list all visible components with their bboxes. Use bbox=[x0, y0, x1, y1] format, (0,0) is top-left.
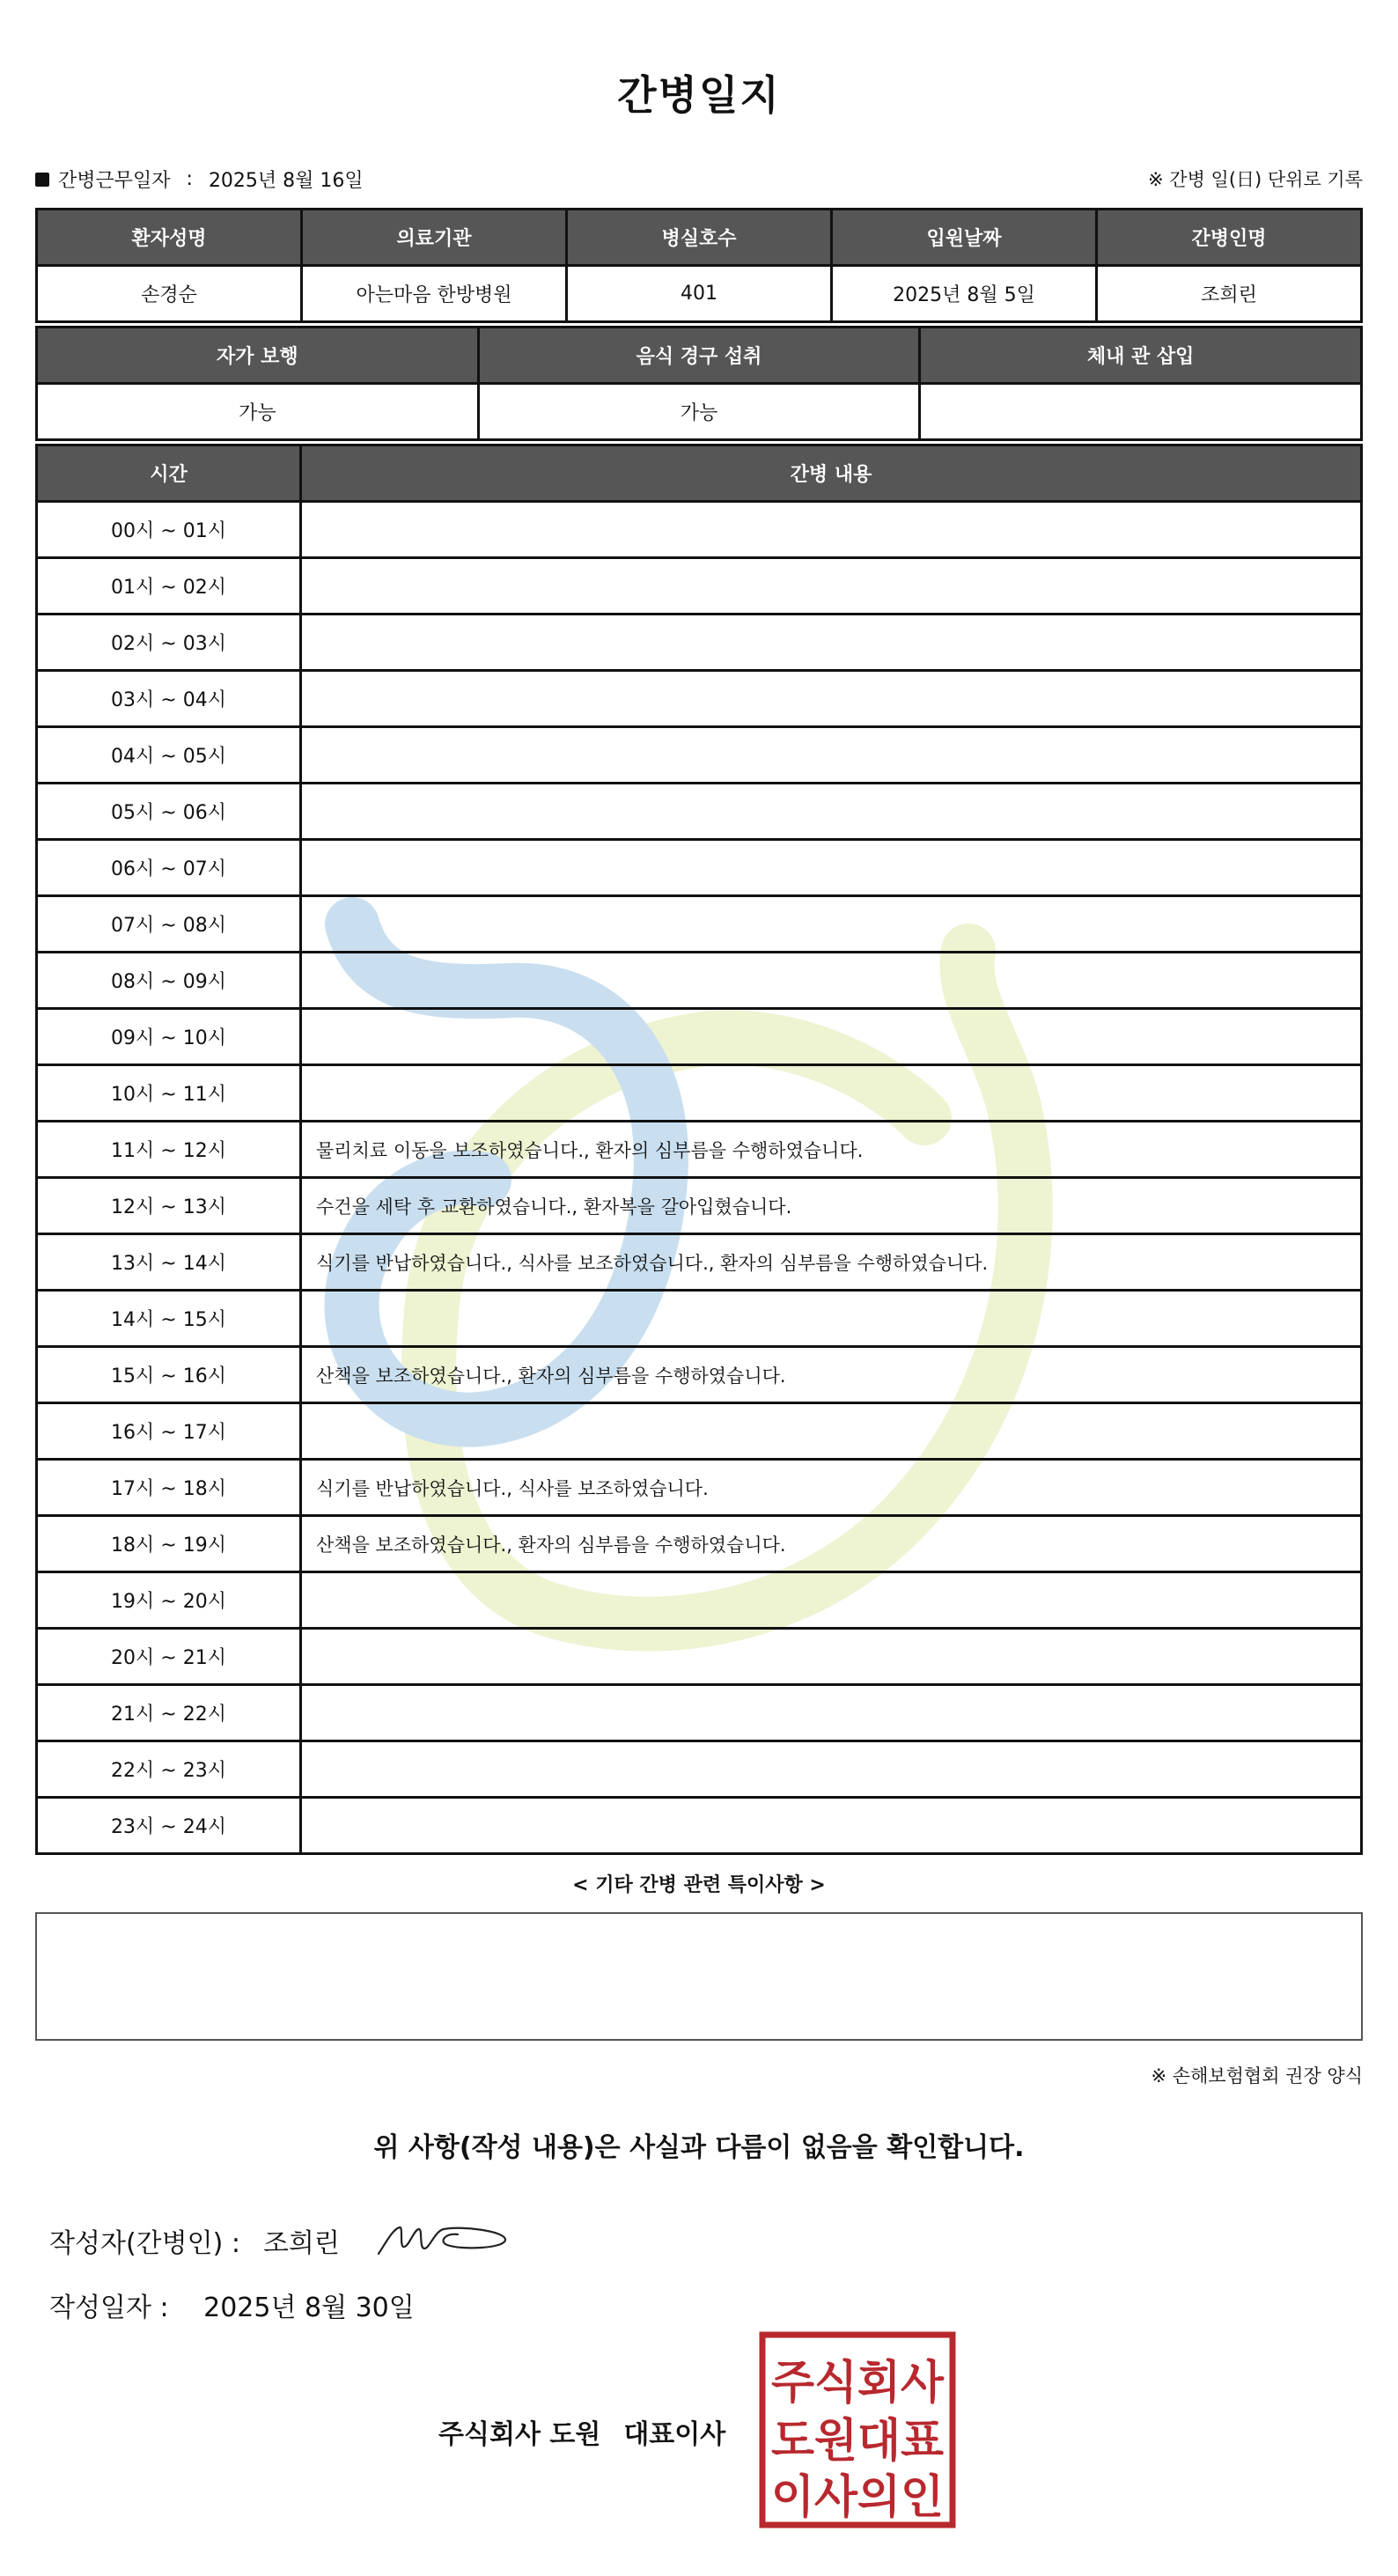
work-date-label: 간병근무일자 bbox=[58, 170, 171, 192]
row-time: 23시 ~ 24시 bbox=[37, 1798, 301, 1854]
table-row bbox=[37, 1629, 1362, 1685]
table-row bbox=[37, 1234, 1362, 1291]
row-time: 12시 ~ 13시 bbox=[37, 1178, 301, 1234]
written-date-line bbox=[49, 2285, 415, 2324]
table-row bbox=[37, 1685, 1362, 1741]
caregiver-name: 조희린 bbox=[1097, 266, 1362, 322]
row-time: 06시 ~ 07시 bbox=[37, 840, 301, 896]
row-time: 11시 ~ 12시 bbox=[37, 1122, 301, 1178]
row-content: 식기를 반납하였습니다., 식사를 보조하였습니다., 환자의 심부름을 수행하였습니다. bbox=[301, 1234, 1362, 1291]
written-date-label: 작성일자 : bbox=[49, 2293, 169, 2323]
company-line bbox=[438, 2412, 725, 2451]
bullet-square-icon bbox=[35, 173, 49, 187]
table-row bbox=[37, 896, 1362, 953]
header-oral-intake: 음식 경구 섭취 bbox=[478, 328, 920, 384]
row-time: 02시 ~ 03시 bbox=[37, 615, 301, 671]
row-content bbox=[301, 1572, 1362, 1629]
recommendation-note: ※ 손해보험협회 권장 양식 bbox=[1151, 2065, 1363, 2087]
row-time: 04시 ~ 05시 bbox=[37, 727, 301, 784]
table-row bbox=[37, 784, 1362, 840]
table-row bbox=[37, 953, 1362, 1009]
row-content bbox=[301, 840, 1362, 896]
row-content bbox=[301, 615, 1362, 671]
row-time: 20시 ~ 21시 bbox=[37, 1629, 301, 1685]
row-time: 09시 ~ 10시 bbox=[37, 1009, 301, 1065]
tube-insertion-value bbox=[920, 384, 1362, 440]
room-number: 401 bbox=[567, 266, 832, 322]
row-time: 01시 ~ 02시 bbox=[37, 558, 301, 615]
table-row bbox=[37, 1572, 1362, 1629]
header-patient-name: 환자성명 bbox=[37, 210, 302, 266]
table-row bbox=[37, 1009, 1362, 1065]
table-row bbox=[37, 1065, 1362, 1122]
notes-title: < 기타 간병 관련 특이사항 > bbox=[572, 1874, 826, 1896]
table-row bbox=[37, 1403, 1362, 1460]
row-content bbox=[301, 784, 1362, 840]
svg-text:이사의인: 이사의인 bbox=[771, 2471, 944, 2524]
row-content: 수건을 세탁 후 교환하였습니다., 환자복을 갈아입혔습니다. bbox=[301, 1178, 1362, 1234]
care-log-table bbox=[35, 444, 1363, 1855]
patient-info-value-row bbox=[37, 266, 1362, 322]
signature bbox=[373, 2219, 514, 2263]
row-time: 17시 ~ 18시 bbox=[37, 1460, 301, 1516]
table-row bbox=[37, 502, 1362, 558]
table-row bbox=[37, 1741, 1362, 1798]
header-tube-insertion: 체내 관 삽입 bbox=[920, 328, 1362, 384]
notes-box bbox=[35, 1912, 1363, 2041]
table-row bbox=[37, 1460, 1362, 1516]
header-room: 병실호수 bbox=[567, 210, 832, 266]
row-time: 03시 ~ 04시 bbox=[37, 671, 301, 727]
row-content bbox=[301, 1685, 1362, 1741]
row-time: 16시 ~ 17시 bbox=[37, 1403, 301, 1460]
writer-line bbox=[49, 2219, 514, 2263]
work-date-separator: : bbox=[186, 168, 193, 190]
table-row bbox=[37, 1178, 1362, 1234]
row-time: 14시 ~ 15시 bbox=[37, 1291, 301, 1347]
patient-status-table bbox=[35, 326, 1363, 441]
row-time: 08시 ~ 09시 bbox=[37, 953, 301, 1009]
work-date bbox=[35, 166, 364, 193]
table-row bbox=[37, 1122, 1362, 1178]
row-content: 산책을 보조하였습니다., 환자의 심부름을 수행하였습니다. bbox=[301, 1347, 1362, 1403]
status-value-row bbox=[37, 384, 1362, 440]
row-content bbox=[301, 1629, 1362, 1685]
row-time: 13시 ~ 14시 bbox=[37, 1234, 301, 1291]
patient-info-table bbox=[35, 208, 1363, 323]
header-caregiver: 간병인명 bbox=[1097, 210, 1362, 266]
row-time: 22시 ~ 23시 bbox=[37, 1741, 301, 1798]
svg-text:도원대표: 도원대표 bbox=[771, 2415, 944, 2468]
table-row bbox=[37, 1347, 1362, 1403]
patient-info-header-row bbox=[37, 210, 1362, 266]
self-walking-value: 가능 bbox=[37, 384, 479, 440]
ceo-title: 대표이사 bbox=[623, 2419, 726, 2450]
row-content bbox=[301, 1741, 1362, 1798]
row-content bbox=[301, 1798, 1362, 1854]
row-content bbox=[301, 953, 1362, 1009]
row-time: 10시 ~ 11시 bbox=[37, 1065, 301, 1122]
oral-intake-value: 가능 bbox=[478, 384, 920, 440]
writer-name: 조희린 bbox=[262, 2228, 340, 2259]
row-time: 21시 ~ 22시 bbox=[37, 1685, 301, 1741]
row-content bbox=[301, 671, 1362, 727]
document-title: 간병일지 bbox=[617, 71, 781, 119]
written-date-value: 2025년 8월 30일 bbox=[203, 2293, 415, 2323]
svg-text:주식회사: 주식회사 bbox=[771, 2357, 945, 2410]
status-header-row bbox=[37, 328, 1362, 384]
table-row bbox=[37, 1516, 1362, 1572]
admission-date: 2025년 8월 5일 bbox=[832, 266, 1097, 322]
row-content bbox=[301, 896, 1362, 953]
row-time: 00시 ~ 01시 bbox=[37, 502, 301, 558]
company-seal bbox=[759, 2331, 956, 2528]
hospital-name: 아는마음 한방병원 bbox=[302, 266, 567, 322]
table-row bbox=[37, 558, 1362, 615]
confirmation-statement: 위 사항(작성 내용)은 사실과 다름이 없음을 확인합니다. bbox=[373, 2132, 1025, 2163]
table-row bbox=[37, 727, 1362, 784]
patient-name: 손경순 bbox=[37, 266, 302, 322]
row-time: 05시 ~ 06시 bbox=[37, 784, 301, 840]
row-content bbox=[301, 1291, 1362, 1347]
row-content: 물리치료 이동을 보조하였습니다., 환자의 심부름을 수행하였습니다. bbox=[301, 1122, 1362, 1178]
work-date-row bbox=[35, 166, 1363, 195]
header-self-walking: 자가 보행 bbox=[37, 328, 479, 384]
table-row bbox=[37, 615, 1362, 671]
company-name: 주식회사 도원 bbox=[438, 2419, 601, 2450]
row-content bbox=[301, 1403, 1362, 1460]
row-content bbox=[301, 1065, 1362, 1122]
unit-note: ※ 간병 일(日) 단위로 기록 bbox=[1148, 169, 1363, 190]
header-time: 시간 bbox=[37, 445, 301, 502]
table-row bbox=[37, 840, 1362, 896]
row-content bbox=[301, 558, 1362, 615]
row-content bbox=[301, 502, 1362, 558]
writer-label: 작성자(간병인) : bbox=[49, 2228, 240, 2259]
row-content bbox=[301, 727, 1362, 784]
row-time: 18시 ~ 19시 bbox=[37, 1516, 301, 1572]
header-admission-date: 입원날짜 bbox=[832, 210, 1097, 266]
row-time: 15시 ~ 16시 bbox=[37, 1347, 301, 1403]
row-content: 산책을 보조하였습니다., 환자의 심부름을 수행하였습니다. bbox=[301, 1516, 1362, 1572]
table-row bbox=[37, 1798, 1362, 1854]
row-time: 19시 ~ 20시 bbox=[37, 1572, 301, 1629]
table-row bbox=[37, 1291, 1362, 1347]
header-care-content: 간병 내용 bbox=[301, 445, 1362, 502]
table-row bbox=[37, 671, 1362, 727]
work-date-value: 2025년 8월 16일 bbox=[208, 170, 364, 192]
row-content bbox=[301, 1009, 1362, 1065]
header-hospital: 의료기관 bbox=[302, 210, 567, 266]
row-time: 07시 ~ 08시 bbox=[37, 896, 301, 953]
care-log-header-row bbox=[37, 445, 1362, 502]
row-content: 식기를 반납하였습니다., 식사를 보조하였습니다. bbox=[301, 1460, 1362, 1516]
